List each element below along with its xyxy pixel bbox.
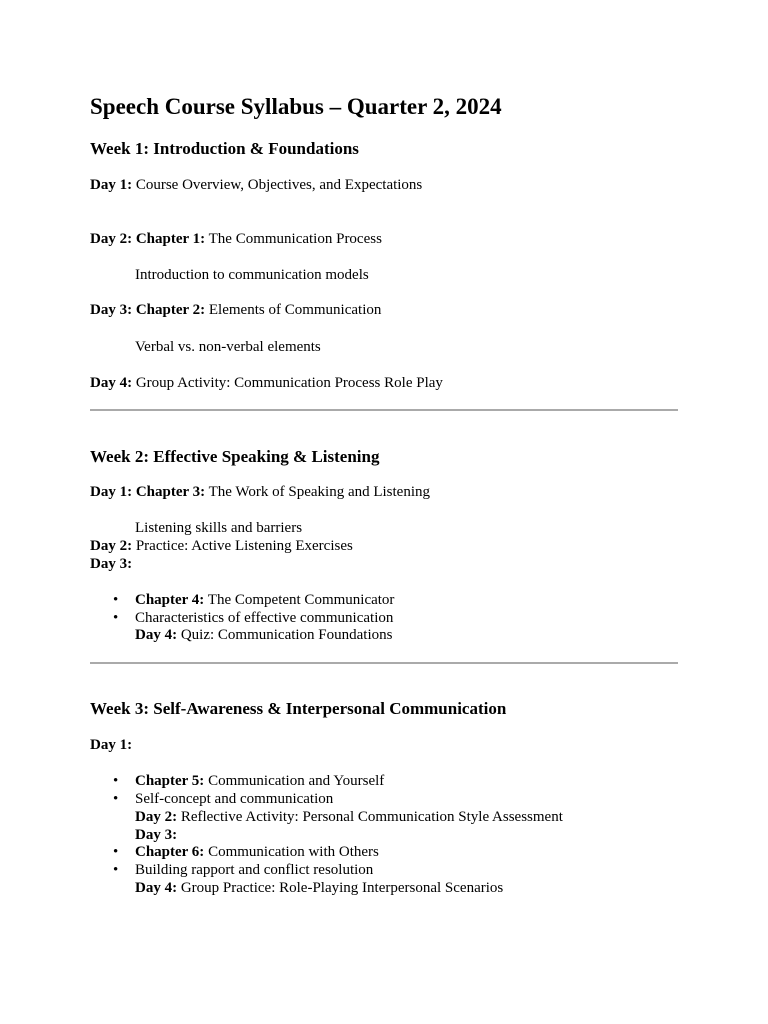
- day-label: Day 3:: [135, 827, 178, 843]
- chapter-label: Chapter 3:: [132, 484, 206, 500]
- day-text: Group Activity: Communication Process Role Play: [132, 375, 443, 391]
- chapter-label: Chapter 6:: [135, 844, 205, 860]
- week3-day3: [135, 827, 177, 844]
- day-label: Day 1:: [90, 484, 133, 500]
- day-text: Practice: Active Listening Exercises: [132, 538, 353, 554]
- chapter-label: Chapter 5:: [135, 773, 205, 789]
- week3-day4: [135, 880, 503, 897]
- week2-bullet-characteristics: Characteristics of effective communication: [135, 610, 394, 626]
- day-label: Day 2:: [135, 809, 178, 825]
- bullet-text: Communication with Others: [204, 844, 379, 860]
- week3-bullet-chapter5: [135, 773, 384, 790]
- day-label: Day 4:: [90, 375, 133, 391]
- week3-day2: [135, 809, 563, 826]
- bullet-icon: •: [113, 610, 119, 626]
- day-text: The Communication Process: [205, 231, 382, 247]
- day-label: Day 1:: [90, 737, 133, 753]
- chapter-label: Chapter 4:: [135, 592, 205, 608]
- day-text: Reflective Activity: Personal Communication Style Assessment: [177, 809, 563, 825]
- day-label: Day 1:: [90, 177, 133, 193]
- bullet-icon: •: [113, 791, 119, 807]
- week1-heading: Week 1: Introduction & Foundations: [90, 139, 359, 158]
- week2-day1: [90, 484, 430, 501]
- day-label: Day 2:: [90, 231, 133, 247]
- week1-day1: [90, 177, 422, 194]
- week2-day3: [90, 556, 132, 573]
- week3-heading: Week 3: Self-Awareness & Interpersonal Communication: [90, 699, 507, 718]
- week2-day2: [90, 538, 353, 555]
- week3-bullet-self-concept: Self-concept and communication: [135, 791, 334, 807]
- bullet-icon: •: [113, 844, 119, 860]
- week3-bullet-chapter6: [135, 844, 379, 861]
- day-label: Day 2:: [90, 538, 133, 554]
- day-label: Day 4:: [135, 627, 178, 643]
- document-title: Speech Course Syllabus – Quarter 2, 2024: [90, 94, 502, 119]
- bullet-icon: •: [113, 592, 119, 608]
- week2-bullet-chapter4: [135, 592, 394, 609]
- week1-day2: [90, 231, 382, 248]
- day-label: Day 3:: [90, 556, 133, 572]
- chapter-label: Chapter 2:: [132, 302, 206, 318]
- week1-day4: [90, 375, 443, 392]
- section-divider: [90, 409, 678, 411]
- section-divider: [90, 662, 678, 664]
- week1-day3: [90, 302, 381, 319]
- day-text: The Work of Speaking and Listening: [205, 484, 431, 500]
- day-label: Day 3:: [90, 302, 133, 318]
- week1-day2-subtopic: Introduction to communication models: [135, 267, 369, 283]
- day-text: Elements of Communication: [205, 302, 382, 318]
- day-text: Group Practice: Role-Playing Interpersonal Scenarios: [177, 880, 504, 896]
- day-label: Day 4:: [135, 880, 178, 896]
- week2-day1-subtopic: Listening skills and barriers: [135, 520, 303, 536]
- week3-day1: [90, 737, 132, 754]
- bullet-text: Communication and Yourself: [204, 773, 385, 789]
- week1-day3-subtopic: Verbal vs. non-verbal elements: [135, 339, 321, 355]
- week3-bullet-rapport: Building rapport and conflict resolution: [135, 862, 374, 878]
- day-text: Course Overview, Objectives, and Expectations: [132, 177, 423, 193]
- bullet-icon: •: [113, 862, 119, 878]
- week2-day4: [135, 627, 392, 644]
- bullet-text: The Competent Communicator: [204, 592, 395, 608]
- chapter-label: Chapter 1:: [132, 231, 206, 247]
- bullet-icon: •: [113, 773, 119, 789]
- day-text: Quiz: Communication Foundations: [177, 627, 393, 643]
- week2-heading: Week 2: Effective Speaking & Listening: [90, 447, 380, 466]
